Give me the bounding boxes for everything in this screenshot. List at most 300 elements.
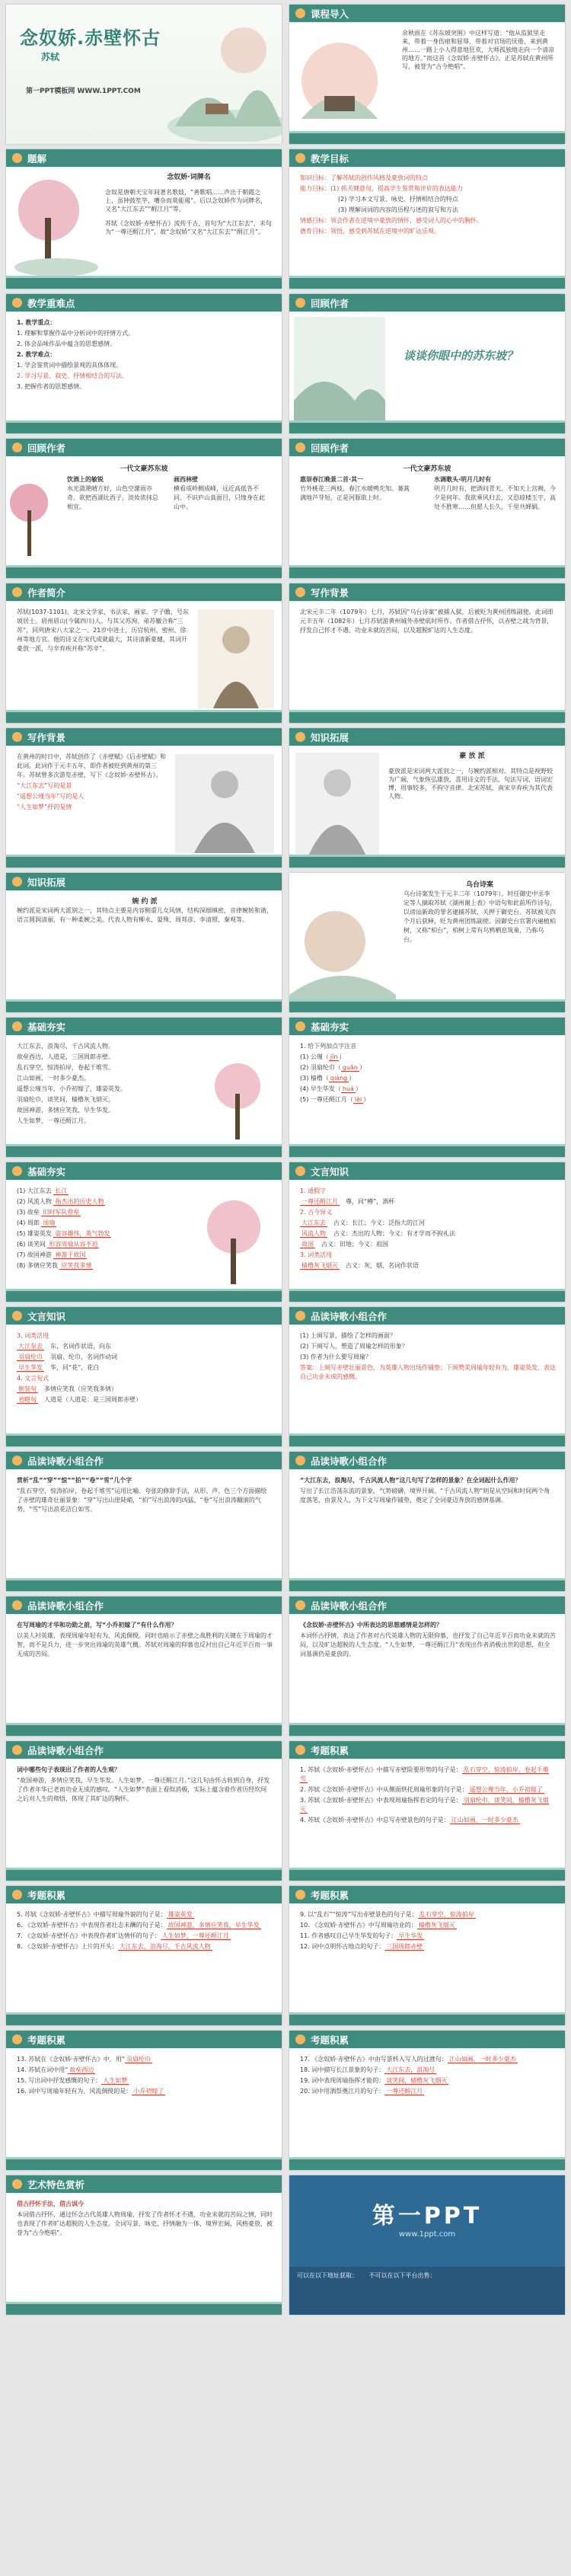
paragraph: 乌台诗案发生于元丰二年（1079年）。时任御史中丞李定等人摘取苏轼《湖州谢上表》中语句和此前所作诗句，以谤讪新政的罪名逮捕苏轼，关押于御史台。苏轼被关四个月后获释，贬为黄州团练副使。因御史台官署内遍植柏树，又称“柏台”，柏树上常有乌鸦栖息筑巢，乃称乌台。 (404, 890, 556, 943)
exam-item: 17. 《念奴娇·赤壁怀古》中由写景转入写人的过渡句： 江山如画，一时多少豪杰 (300, 2056, 516, 2063)
bullet-dot-icon (12, 1890, 22, 1900)
goal-item: 情感目标：领会作者在逆境中豪放的情怀，感受词人的心中的胸怀。 (300, 217, 483, 224)
slide-header: 品读诗歌小组合作 (289, 1307, 565, 1325)
answer-field[interactable]: 人生如梦 (103, 2077, 128, 2084)
key-points-content (17, 318, 273, 393)
list-item: 2. 学习写景、叙史、抒情相结合的写法。 (17, 372, 129, 379)
poem-column (67, 475, 158, 512)
table-row: 樯橹灰飞烟灭 古义：灰、烟，名词作状语 (301, 1262, 419, 1269)
answer-field[interactable]: 形容周瑜从容不迫 (49, 1241, 98, 1248)
exam-item: 13. 苏轼在《念奴娇·赤壁怀古》中，用“ 羽扇纶巾 (17, 2056, 151, 2063)
slide-group-4[interactable] (6, 1596, 282, 1736)
table-row: 一尊还酹江月 尊，同“樽”，酒杯 (301, 1198, 395, 1205)
bullet-dot-icon (12, 1311, 22, 1321)
section-title: 豪 放 派 (459, 753, 485, 760)
question: (1) 上阕写景，描绘了怎样的画面？ (300, 1332, 396, 1339)
answer-field[interactable]: 乱石穿空，惊涛拍岸，卷起千堆雪 (300, 1766, 549, 1782)
section-title: 念奴娇·词牌名 (167, 174, 211, 181)
exam-item: 5. 苏轼《念奴娇·赤壁怀古》中描写周瑜外貌的句子是： 雄姿英发 (17, 1911, 193, 1918)
blossom-illustration (6, 472, 59, 564)
subheading: 3. 词类活用 (300, 1251, 333, 1258)
exam-item: 4. 苏轼《念奴娇·赤壁怀古》中总写赤壁景色的句子是： 江山如画，一时多少豪杰 (300, 1817, 518, 1823)
knowledge-text (404, 881, 556, 946)
slide-title-explain[interactable] (6, 149, 282, 289)
slide-group-6[interactable] (6, 1741, 282, 1881)
subheading: 3. 词类活用 (17, 1332, 49, 1339)
exam-item: 16. 词中写周瑜年轻有为、风流倜傥的是： 小乔初嫁了 (17, 2088, 164, 2095)
answer-field[interactable]: 姿容雄伟，英气勃发 (55, 1230, 110, 1237)
slide-footer (6, 2159, 282, 2170)
slide-header: 考题积累 (289, 1741, 565, 1759)
slide-header: 教学重难点 (6, 294, 282, 312)
question: 词中哪些句子表现出了作者的人生观？ (17, 1766, 120, 1773)
slide-background-2[interactable] (6, 728, 282, 868)
answer-field[interactable]: 一尊还酹江月 (386, 2088, 423, 2095)
slide-header: 写作背景 (289, 583, 565, 601)
poem-column (434, 475, 556, 512)
poem-column (300, 475, 414, 503)
section-title: 一代文豪苏东坡 (120, 465, 168, 473)
slide-goals[interactable] (289, 149, 565, 289)
exercise-row: (1) 公瑾（ jǐn ） (300, 1053, 346, 1060)
answer-field[interactable]: 江山如画，一时多少豪杰 (448, 2056, 516, 2063)
slide-footer (6, 1870, 282, 1881)
slide-footer (289, 1725, 565, 1736)
exercise-row: (7) 故国神游 神游于故国 (17, 1251, 86, 1258)
bullet-dot-icon (295, 1600, 305, 1610)
bullet-dot-icon (12, 298, 22, 308)
question: 《念奴娇·赤壁怀古》中所表达的思想感情是怎样的？ (300, 1622, 443, 1628)
exercise-row: (4) 早生华发（ huá ） (300, 1085, 362, 1092)
slide-knowledge-1[interactable] (289, 728, 565, 868)
slide-footer (289, 857, 565, 868)
list-item: 2. 体会品味作品中蕴含的思想感情。 (17, 340, 116, 347)
slide-author-poems-1[interactable] (6, 439, 282, 578)
exam-list (300, 1766, 556, 1827)
answer-field[interactable]: 三国周郎赤壁 (386, 1943, 423, 1950)
knowledge-text (17, 897, 273, 926)
exam-item: 19. 词中表现周瑜指挥才能的： 谈笑间，樯橹灰飞烟灭 (300, 2077, 448, 2084)
slide-header: 回顾作者 (6, 439, 282, 456)
goal-item: 知识目标：了解苏轼的创作风格及豪放词的特点 (300, 174, 428, 181)
slide-header: 考题积累 (289, 2031, 565, 2048)
slide-footer (289, 1146, 565, 1157)
exercise-row: (6) 谈笑间 形容周瑜从容不迫 (17, 1241, 98, 1248)
paragraph: 苏轼《念奴娇·赤壁怀古》流传千古，首句为“大江东去”，末句为“一尊还酹江月”，故“念奴娇”又名“大江东去”“酹江月”。 (105, 220, 272, 235)
slide-intro[interactable] (289, 5, 565, 144)
slide-basics-1[interactable] (6, 1018, 282, 1157)
slide-art-features[interactable] (6, 2175, 282, 2315)
answer-field[interactable]: 雄姿英发 (167, 1911, 193, 1918)
answer-field[interactable]: 江山如画，一时多少豪杰 (451, 1817, 518, 1823)
slide-header: 考题积累 (289, 1886, 565, 1903)
slide-header: 教学目标 (289, 149, 565, 167)
exam-list (17, 1910, 273, 1953)
slide-header: 品读诗歌小组合作 (6, 1452, 282, 1469)
table-row: 风流人物 古义：杰出的人物；今义：有才学而不拘礼法 (301, 1230, 455, 1237)
list-item: 1. 学会鉴赏词中描绘景观的具体体现。 (17, 362, 123, 369)
bullet-dot-icon (295, 1890, 305, 1900)
slide-header: 知识拓展 (6, 873, 282, 890)
slide-footer (289, 1291, 565, 1302)
slide-background-1[interactable] (289, 583, 565, 723)
list-item: “遥想公瑾当年”写的是人 (17, 793, 85, 800)
slide-footer (6, 2015, 282, 2025)
goal-item: 能力目标：(1) 抓关键意句，提高学生鉴赏和评价的表达能力 (300, 185, 463, 192)
bullet-dot-icon (295, 8, 305, 18)
answer-field[interactable]: 故国神游，多情应笑我，早生华发 (167, 1922, 260, 1929)
slide-footer (289, 712, 565, 723)
bullet-dot-icon (295, 732, 305, 742)
cover-author: 苏轼 (41, 52, 60, 62)
poem-line: 故垒西边，人道是，三国周郎赤壁。 (17, 1053, 114, 1060)
exam-item: 14. 苏轼在词中用“ 故垒西边 (17, 2066, 94, 2073)
slide-header: 基础夯实 (289, 1018, 565, 1035)
goal-item: (2) 学习本文写景、咏史、抒情相结合的特点 (338, 196, 458, 203)
exam-item: 10. 《念奴娇·赤壁怀古》中写周瑜功业的： 樯橹灰飞烟灭 (300, 1922, 455, 1929)
slide-footer (6, 712, 282, 723)
slide-footer (289, 1870, 565, 1881)
question: “大江东去，浪淘尽，千古风流人物”这几句写了怎样的景象？在全词起什么作用？ (300, 1477, 522, 1484)
slide-header: 品读诗歌小组合作 (6, 1741, 282, 1759)
bullet-dot-icon (295, 153, 305, 163)
answer-field[interactable]: 旧时军队营垒 (43, 1209, 80, 1216)
slide-footer (6, 1580, 282, 1591)
bullet-dot-icon (12, 1600, 22, 1610)
info-footer (289, 2267, 565, 2315)
slide-header: 文言知识 (289, 1162, 565, 1180)
answer-field[interactable]: 长江 (55, 1187, 68, 1194)
table-row: 大江东去 东，名词作状语，向东 (18, 1343, 111, 1350)
slide-header: 回顾作者 (289, 294, 565, 312)
slide-footer (289, 1436, 565, 1446)
question: (3) 作者为什么要写周瑜？ (300, 1354, 372, 1360)
poem-title: 饮酒上的敏锐 (67, 476, 104, 483)
poem-column (174, 475, 265, 512)
poem-line: 羽扇纶巾，谈笑间，樯橹灰飞烟灭。 (17, 1096, 114, 1103)
logo-banner (289, 2175, 565, 2267)
exercise-row: (5) 雄姿英发 姿容雄伟，英气勃发 (17, 1230, 110, 1237)
brand-url[interactable]: www.1ppt.com (398, 2230, 456, 2239)
slide-basics-2[interactable] (289, 1018, 565, 1157)
slide-footer (289, 1580, 565, 1591)
answer-field[interactable]: 早生华发 (398, 1932, 423, 1939)
poem-text: 水光潋滟晴方好，山色空濛雨亦奇。欲把西湖比西子，淡妆浓抹总相宜。 (67, 485, 158, 510)
slide-footer (6, 1725, 282, 1736)
portrait-illustration (198, 609, 274, 708)
slide-exam-4[interactable] (6, 2031, 282, 2170)
landscape-illustration (152, 12, 282, 142)
slide-footer (289, 567, 565, 578)
question-banner: 谈谈你眼中的苏东坡？ (404, 349, 518, 363)
paragraph: 念奴是唐朝天宝年间著名歌妓，“善歌唱……声出于朝霞之上，虽钟鼓笙竽，嘈杂而莫能遏”。后以念奴娇作为词牌名，又名“大江东去”“酹江月”等。 (105, 189, 267, 213)
poem-line: 乱石穿空，惊涛拍岸，卷起千堆雪。 (17, 1064, 114, 1071)
bullet-dot-icon (295, 1311, 305, 1321)
poem-title: 惠崇春江晚景二首·其一 (300, 476, 364, 483)
slide-header: 题解 (6, 149, 282, 167)
slide-header: 基础夯实 (6, 1018, 282, 1035)
list-item: “大江东去”写的是景 (17, 782, 72, 789)
goal-item: 德育目标：领悟，感受到苏轼在逆境中的旷达乐观。 (300, 228, 440, 235)
exercise-row: (4) 周郎 周瑜 (17, 1219, 56, 1226)
list-item: 3. 把握作者的思想感情。 (17, 383, 86, 390)
slide-classical-2[interactable] (6, 1307, 282, 1446)
slide-footer (6, 278, 282, 289)
slide-header: 品读诗歌小组合作 (289, 1452, 565, 1469)
subheading: 4. 文言句式 (17, 1375, 49, 1382)
slide-header: 文言知识 (6, 1307, 282, 1325)
word-exercise (17, 1187, 183, 1272)
slide-header: 基础夯实 (6, 1162, 282, 1180)
art-content (17, 2200, 273, 2239)
exam-item: 8. 《念奴娇·赤壁怀古》上片的开头： 大江东去，浪淘尽，千古风流人物 (17, 1943, 211, 1950)
slide-footer (6, 567, 282, 578)
bullet-dot-icon (12, 587, 22, 597)
exercise-row: (8) 多情应笑我 应笑我多情 (17, 1262, 92, 1269)
answer-field[interactable]: 大江东去，浪淘尽，千古风流人物 (119, 1943, 211, 1950)
answer: 答案：上阕写赤壁壮丽景色，为英雄人物出场作铺垫；下阕赞美周瑜年轻有为、雄姿英发，表达自己功业未成的感慨。 (300, 1364, 556, 1380)
poem-line: 大江东去，浪淘尽，千古风流人物。 (17, 1043, 114, 1050)
answer-field[interactable]: 故垒西边 (69, 2066, 94, 2073)
slide-footer (6, 1291, 282, 1302)
answer-field[interactable]: 应笑我多情 (61, 1262, 92, 1269)
slide-author-poems-2[interactable] (289, 439, 565, 578)
answer-field[interactable]: 遥想公瑾当年，小乔初嫁了 (469, 1786, 543, 1793)
answer-field[interactable]: qiáng (330, 1075, 348, 1082)
answer-field[interactable]: 周瑜 (43, 1219, 56, 1226)
exam-item: 9. 以“乱石”“惊涛”写出赤壁景色的句子是： 乱石穿空，惊涛拍岸 (300, 1911, 474, 1918)
slide-knowledge-2[interactable] (6, 873, 282, 1012)
subheading: 2. 教学难点： (17, 351, 56, 358)
subheading: 1. 通假字 (300, 1187, 327, 1194)
slide-header: 回顾作者 (289, 439, 565, 456)
table-row: 早生华发 华，同“花”，花白 (18, 1364, 100, 1371)
exam-item: 2. 苏轼《念奴娇·赤壁怀古》中从侧面烘托周瑜形象的句子是： 遥想公瑾当年，小乔初嫁了 (300, 1786, 543, 1793)
slide-key-points[interactable] (6, 294, 282, 433)
statue-illustration (295, 753, 379, 859)
exercise-question: 1. 给下列加点字注音 (300, 1043, 357, 1050)
slide-exam-1[interactable] (289, 1741, 565, 1881)
poem-line: 人生如梦，一尊还酹江月。 (17, 1117, 90, 1124)
slide-header: 作者简介 (6, 583, 282, 601)
answer-field[interactable]: 羽扇纶巾 (126, 2056, 151, 2063)
slide-footer (289, 133, 565, 144)
discussion-content (17, 1621, 273, 1660)
discussion-content (17, 1476, 273, 1516)
ink-landscape-illustration (294, 317, 385, 423)
question: 在写周瑜的才华和功勋之前，写“小乔初嫁了”有什么作用？ (17, 1622, 177, 1628)
bullet-dot-icon (12, 732, 22, 742)
bullet-dot-icon (295, 1456, 305, 1465)
exam-item: 3. 苏轼《念奴娇·赤壁怀古》中表现周瑜指挥若定的句子是： 羽扇纶巾，谈笑间，樯橹灰飞烟灭 (300, 1797, 549, 1813)
paragraph: 豪放派是宋词两大派别之一，与婉约派相对。其特点是视野较为广阔，气象恢弘雄放，喜用诗文的手法、句法写词，语词宏博，用事较多，不拘守音律。北宋苏轼、南宋辛弃疾为其代表人物。 (388, 768, 553, 800)
answer-field[interactable]: 人生如梦，一尊还酹江月 (161, 1932, 229, 1939)
section-title: 婉 约 派 (132, 898, 158, 906)
slide-header: 课程导入 (289, 5, 565, 22)
slide-group-2[interactable] (6, 1452, 282, 1591)
slide-classical-1[interactable] (289, 1162, 565, 1302)
answer-field[interactable]: 谈笑间，樯橹灰飞烟灭 (386, 2077, 448, 2084)
slide-header: 考题积累 (6, 1886, 282, 1903)
slide-footer (6, 857, 282, 868)
paragraph: 婉约派是宋词两大派别之一，其特点主要是内容侧重儿女风情，结构深细缜密，音律婉转和谐，语言圆润清丽，有一种柔婉之美。代表人物有柳永、晏殊、周邦彦、李清照、秦观等。 (17, 907, 273, 923)
subheading: 2. 古今异义 (300, 1209, 333, 1216)
exam-list (300, 2055, 556, 2098)
bullet-dot-icon (12, 1745, 22, 1755)
exam-item: 15. 写出词中抒发感慨的句子： 人生如梦 (17, 2077, 128, 2084)
slide-footer (6, 2304, 282, 2315)
slide-header: 考题积累 (6, 2031, 282, 2048)
answer-field[interactable]: 大江东去，浪淘尽 (386, 2066, 435, 2073)
poem-title: 水调歌头·明月几时有 (434, 476, 492, 483)
answer: “故国神游，多情应笑我，早生华发。人生如梦，一尊还酹江月。”这几句由怀古转到自身，抒发了作者年华已老而功业无成的感叹。“人生如梦”表面上看似消极，实际上蕴含着作者历经坎坷之后对人生的彻悟，体现了其旷达的胸怀。 (17, 1777, 270, 1802)
poem-line: 故国神游，多情应笑我，早生华发。 (17, 1107, 114, 1114)
answer: 本词怀古抒情，表达了作者对古代英雄人物的无限仰慕，也抒发了自己年近半百而功业未就的苦闷，以及旷达超脱的人生态度。“人生如梦，一尊还酹江月”表现出作者消极出世的思想，但全词基调仍是豪放的。 (300, 1632, 556, 1657)
paragraph: 在黄州的时日中，苏轼创作了《赤壁赋》《后赤壁赋》和此词。此词作于元丰五年，即作者被贬到黄州的第三年。苏轼曾多次游览赤壁，写下《念奴娇·赤壁怀古》。 (17, 753, 166, 778)
exam-list (17, 2055, 273, 2098)
slide-cover[interactable] (6, 5, 282, 144)
exercise-row: (2) 羽扇纶巾（ guān ） (300, 1064, 365, 1071)
slide-author-bio[interactable] (6, 583, 282, 723)
answer: 写出了长江浩荡东流的景象，气势磅礴，境界开阔。“千古风流人物”则是从空间和时间两个角度落笔，由景及人，为下文写周瑜作铺垫，奠定了全词豪迈奔放的感情基调。 (300, 1488, 550, 1504)
bullet-dot-icon (295, 2034, 305, 2044)
goal-list (300, 174, 556, 238)
section-title: 一代文豪苏东坡 (403, 465, 451, 473)
slide-footer (289, 2159, 565, 2170)
bullet-dot-icon (295, 298, 305, 308)
answer: “乱石穿空，惊涛拍岸，卷起千堆雪”运用比喻、夸张的修辞手法，从形、声、色三个方面描绘了赤壁的雄奇壮丽景象：“穿”写出山崖陡峭，“拍”写出浪涛的凶猛，“卷”写出浪涛翻滚的气势，“雪”写出浪花洁白如雪。 (17, 1488, 267, 1513)
cover-title: 念奴娇.赤壁怀古 (20, 27, 161, 49)
slide-footer (289, 278, 565, 289)
slide-group-5[interactable] (289, 1596, 565, 1736)
slide-footer (6, 423, 282, 433)
answer: 以美人衬英雄，表现周瑜年轻有为、风流倜傥。同时也暗示了赤壁之战胜利的关键在于周瑜的才智，而不是兵力，进一步突出周瑜的英雄气概。苏轼对周瑜的仰慕也反衬出自己年近半百而一事无成的苦闷。 (17, 1632, 273, 1657)
exam-list (300, 1910, 556, 1953)
table-row: 大江东去 古义：长江；今义：泛指大的江河 (301, 1219, 425, 1226)
slide-footer (6, 1146, 282, 1157)
statue-illustration (175, 754, 274, 853)
slide-basics-3[interactable] (6, 1162, 282, 1302)
exercise-row: (3) 樯橹（ qiáng ） (300, 1075, 356, 1082)
tree-illustration (199, 1056, 276, 1147)
slide-footer (289, 423, 565, 433)
slide-footer (6, 1002, 282, 1012)
goal-item: (3) 理解词词的内容的历程与述的叙写和方法 (338, 206, 458, 213)
bullet-dot-icon (295, 1166, 305, 1176)
bullet-dot-icon (12, 2179, 22, 2189)
slide-header: 艺术特色赏析 (6, 2175, 282, 2193)
intro-text: 余秋雨在《苏东坡突围》中这样写道：“他从监狱里走来，带着一身伤痕和屈辱，带着对官场的厌倦，来到黄州……一路上小人得意地狂欢，大师孤独地走向一个清凉的地方。”而这首《念奴娇·赤壁怀古》，正是苏轼在黄州所写，被誉为“古今绝唱”。 (402, 30, 554, 70)
cover-site: 第一PPT模板网 WWW.1PPT.COM (26, 88, 141, 95)
slide-exam-2[interactable] (6, 1886, 282, 2025)
bullet-dot-icon (12, 153, 22, 163)
section-title: 乌台诗案 (465, 881, 493, 889)
bullet-dot-icon (295, 443, 305, 452)
exam-item: 20. 词中用酒祭奠江月的句子： 一尊还酹江月 (300, 2088, 423, 2095)
answer-field[interactable]: huá (342, 1085, 354, 1092)
discussion-content (17, 1766, 273, 1805)
bullet-dot-icon (295, 587, 305, 597)
answer-field[interactable]: 神游于故国 (55, 1251, 86, 1258)
slide-header: 写作背景 (6, 728, 282, 746)
question: (2) 下阕写人，塑造了周瑜怎样的形象？ (300, 1343, 408, 1350)
pavilion-illustration (294, 27, 385, 134)
slide-exam-5[interactable] (289, 2031, 565, 2170)
table-row: 倒装句 多情应笑我（应笑我多情） (18, 1385, 117, 1392)
discussion-content (300, 1621, 556, 1660)
bullet-dot-icon (12, 1166, 22, 1176)
slide-group-1[interactable] (289, 1307, 565, 1446)
answer-field[interactable]: lèi (354, 1096, 362, 1103)
exercise-row: (5) 一尊还酹江月（ lèi ） (300, 1096, 370, 1103)
bullet-dot-icon (12, 2034, 22, 2044)
exam-item: 11. 作者感叹自己早生华发的句子： 早生华发 (300, 1932, 423, 1939)
paragraph: 本词借古抒怀，通过怀念古代英雄人物周瑜，抒发了作者怀才不遇、功业未就的苦闷之情，同时也表现了作者旷达超脱的人生态度。全词写景、咏史、抒情融为一体，境界宏阔，风格豪放，被誉为“古今绝唱”。 (17, 2211, 273, 2236)
table-row: 故国 古义：旧地；今义：祖国 (301, 1241, 388, 1248)
discussion-content (300, 1476, 556, 1507)
poem-text: 竹外桃花三两枝，春江水暖鸭先知。蒌蒿满地芦芽短，正是河豚欲上时。 (300, 485, 410, 501)
answer-field[interactable]: 樯橹灰飞烟灭 (418, 1922, 455, 1929)
table-row: 省略句 人道是（人道是：是三国周郎赤壁） (18, 1396, 142, 1403)
bullet-dot-icon (12, 443, 22, 452)
slide-group-3[interactable] (289, 1452, 565, 1591)
footer-text: 可以在以下地址获取： (297, 2272, 355, 2279)
question: 赏析“乱”“穿”“惊”“拍”“卷”“雪”几个字 (17, 1477, 132, 1484)
poem-title: 画西林壁 (174, 476, 198, 483)
answer-field[interactable]: 羽扇纶巾，谈笑间，樯橹灰飞烟灭 (300, 1797, 549, 1813)
tree-illustration (11, 172, 102, 279)
pinyin-exercise (300, 1042, 556, 1106)
exam-item: 1. 苏轼《念奴娇·赤壁怀古》中描写赤壁险要形势的句子是： 乱石穿空，惊涛拍岸，卷起千堆雪 (300, 1766, 549, 1782)
slide-footer (289, 2015, 565, 2025)
answer-field[interactable]: 乱石穿空，惊涛拍岸 (419, 1911, 474, 1918)
background-text (17, 753, 167, 813)
answer-field[interactable]: 小乔初嫁了 (133, 2088, 164, 2095)
exam-item: 18. 词中描写长江景象的句子： 大江东去，浪淘尽 (300, 2066, 435, 2073)
poem-line: 江山如画，一时多少豪杰。 (17, 1075, 90, 1082)
classical-content (17, 1331, 273, 1406)
table-row: 羽扇纶巾 羽扇、纶巾，名词作动词 (18, 1354, 117, 1360)
list-item: 1. 理解和掌握作品中分析词中的抒情方式。 (17, 330, 135, 337)
bullet-dot-icon (295, 1021, 305, 1031)
poem-text: 横看成岭侧成峰，远近高低各不同。不识庐山真面目，只缘身在此山中。 (174, 485, 265, 510)
answer-field[interactable]: guān (342, 1064, 358, 1071)
bullet-dot-icon (12, 877, 22, 887)
title-explain-text (105, 174, 273, 242)
slide-exam-3[interactable] (289, 1886, 565, 2025)
exam-item: 6. 《念奴娇·赤壁怀古》中表现作者壮志未酬的句子是： 故国神游，多情应笑我，早生华发 (17, 1922, 260, 1929)
exercise-row: (2) 风流人物 指杰出的历史人物 (17, 1198, 104, 1205)
poem-line: 遥想公瑾当年，小乔初嫁了，雄姿英发。 (17, 1085, 126, 1092)
brand-logo: 第一PPT (372, 2203, 483, 2229)
answer-field[interactable]: 指杰出的历史人物 (55, 1198, 104, 1205)
slide-knowledge-3[interactable] (289, 873, 565, 1012)
discussion-content (300, 1331, 556, 1383)
answer-field[interactable]: jǐn (330, 1053, 338, 1060)
knowledge-text (388, 753, 556, 807)
slide-header: 品读诗歌小组合作 (6, 1596, 282, 1614)
list-item: “人生如梦”抒的是情 (17, 804, 72, 810)
exercise-row: (3) 故垒 旧时军队营垒 (17, 1209, 80, 1216)
bullet-dot-icon (12, 1021, 22, 1031)
tree-illustration (192, 1193, 276, 1292)
slide-author-review[interactable] (289, 294, 565, 433)
slide-header: 知识拓展 (289, 728, 565, 746)
slide-end-logo[interactable] (289, 2175, 565, 2315)
bullet-dot-icon (295, 1745, 305, 1755)
bullet-dot-icon (12, 1456, 22, 1465)
exam-item: 7. 《念奴娇·赤壁怀古》中表现作者旷达情怀的句子： 人生如梦，一尊还酹江月 (17, 1932, 229, 1939)
